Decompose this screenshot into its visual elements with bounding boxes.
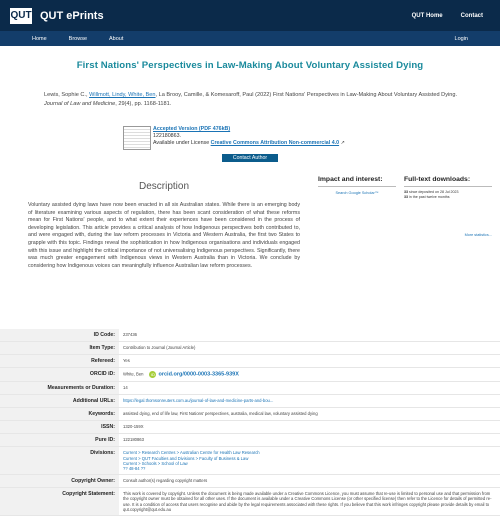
downloads-total: 33 [404,190,408,194]
site-brand[interactable]: QUT ePrints [40,9,104,22]
table-row: Measurements or Duration: 14 [0,382,500,395]
citation-authors-link[interactable]: Willmott, Lindy, White, Ben [89,92,156,98]
citation-rest: , La Brooy, Camille, & Komesaroff, Paul (2022) First Nations' Perspectives in Law-Making About Voluntary Assisted Dying. [155,92,458,98]
downloads-total-label: since deposited on 28 Jul 2023 [409,190,459,194]
table-row: Refereed: Yes [0,355,500,368]
division-link[interactable]: Current > QUT Faculties and Divisions > Faculty of Business & Law [123,455,249,461]
division-link[interactable]: Current > Research Centres > Australian Centre for Health Law Research [123,450,260,456]
main-nav [0,31,500,46]
table-row: Divisions: Current > Research Centres > Australian Centre for Health Law Research Current > QUT Faculties and Divisions > Faculty of Business & Law Current > Schools > School of Law ?? 48-84 ?? [0,447,500,475]
citation-details: , 29(4), pp. 1168-1181. [115,101,172,107]
more-statistics-link[interactable]: More statistics... [464,233,492,237]
table-row: ISSN: 1320-159X [0,421,500,434]
orcid-link[interactable]: orcid.org/0000-0003-3365-939X [158,371,239,378]
qut-logo[interactable]: QUT [10,8,32,24]
site-header [0,0,500,31]
nav-browse[interactable]: Browse [68,35,88,42]
table-row: Copyright Statement: This work is covered by copyright. Unless the document is being made available under a Creative Commons Licence, you must assume that re-use is limited to personal use and that permission from the copyright owner must be obtained for all other uses. If the document is available under a Creative Commons License (or other specified license) then refer to the Licence for details of permitted re-use. It is a condition of access that users recognise and abide by the legal requirements associated with these rights. If you believe that this work infringes copyright please provide details by email to qut.copyright@qut.edu.au [0,488,500,516]
downloads-year-label: in the past twelve months [409,195,450,199]
impact-title: Impact and interest: [318,176,383,183]
license-link[interactable]: Creative Commons Attribution Non-commercial 4.0 [210,140,340,146]
license-prefix: Available under License [153,140,210,146]
additional-url-link[interactable]: https://legal.thomsonreuters.com.au/journal-of-law-and-medicine-parts-and-bou... [123,398,274,404]
division-link[interactable]: ?? 48-84 ?? [123,465,146,471]
table-row: Pure ID: 122180863 [0,434,500,447]
citation-authors-plain: Lewis, Sophie C., [44,92,88,98]
impact-widget [318,176,396,200]
qut-home-link[interactable]: QUT Home [411,12,443,19]
nav-home[interactable]: Home [32,35,47,42]
contact-author-button[interactable]: Contact Author [222,154,278,162]
table-row: Copyright Owner: Consult author(s) regarding copyright matters [0,475,500,488]
pdf-thumbnail[interactable] [123,126,151,150]
table-row: ID Code: 237436 [0,329,500,342]
citation-journal: Journal of Law and Medicine [44,101,116,107]
downloads-widget [404,176,492,200]
table-row: ORCID iD: White, Ben iD orcid.org/0000-0003-3365-939X [0,368,500,382]
nav-about[interactable]: About [109,35,124,42]
file-version-link[interactable]: Accepted Version (PDF 476kB) [153,126,231,132]
citation [44,91,470,109]
page-title: First Nations' Perspectives in Law-Making About Voluntary Assisted Dying [76,60,424,71]
division-link[interactable]: Current > Schools > School of Law [123,460,188,466]
file-id: 122180863. [153,133,181,139]
abstract-text: Voluntary assisted dying laws have now been enacted in all six Australian states. While there is an emerging body of literature examining various aspects of regulation, there has been scant consideration of what these reforms mean for First Nations' people, and to what extent their experiences have been considered in the process of developing legislation. This article provides a critical analysis of how Indigenous perspectives both contributed to, and were engaged with, during the law reform processes in Victoria and Western Australia, the first two States to grapple with this topic. Findings reveal the sophistication in how Indigenous organisations and individuals engaged with this issue and highlight the critical importance of not universalising Indigenous perspectives. Significantly, there was much greater engagement with Indigenous views in Western Australia than in Victoria. We conclude by considering how Indigenous voices can meaningfully influence Australian law reform processes. [28,202,300,269]
table-row: Item Type: Contribution to Journal (Journal Article) [0,342,500,355]
header-links [412,13,483,19]
downloads-year: 33 [404,195,408,199]
description-heading: Description [138,181,190,192]
orcid-name: White, Ben [123,371,144,377]
nav-login[interactable]: Login [454,35,468,42]
table-row: Additional URLs: https://legal.thomsonreuters.com.au/journal-of-law-and-medicine-parts-and-bou... [0,395,500,408]
downloads-title: Full-text downloads: [404,176,471,183]
external-link-icon: ↗ [340,140,345,146]
table-row: Keywords: assisted dying, end of life law, First Nations' perspectives, australia, medical law, voluntary assisted dying [0,408,500,421]
file-block [123,126,500,150]
metadata-table [0,329,500,516]
google-scholar-link[interactable]: Search Google Scholar™ [335,191,379,195]
orcid-icon: iD [151,372,155,378]
contact-link[interactable]: Contact [460,12,483,19]
